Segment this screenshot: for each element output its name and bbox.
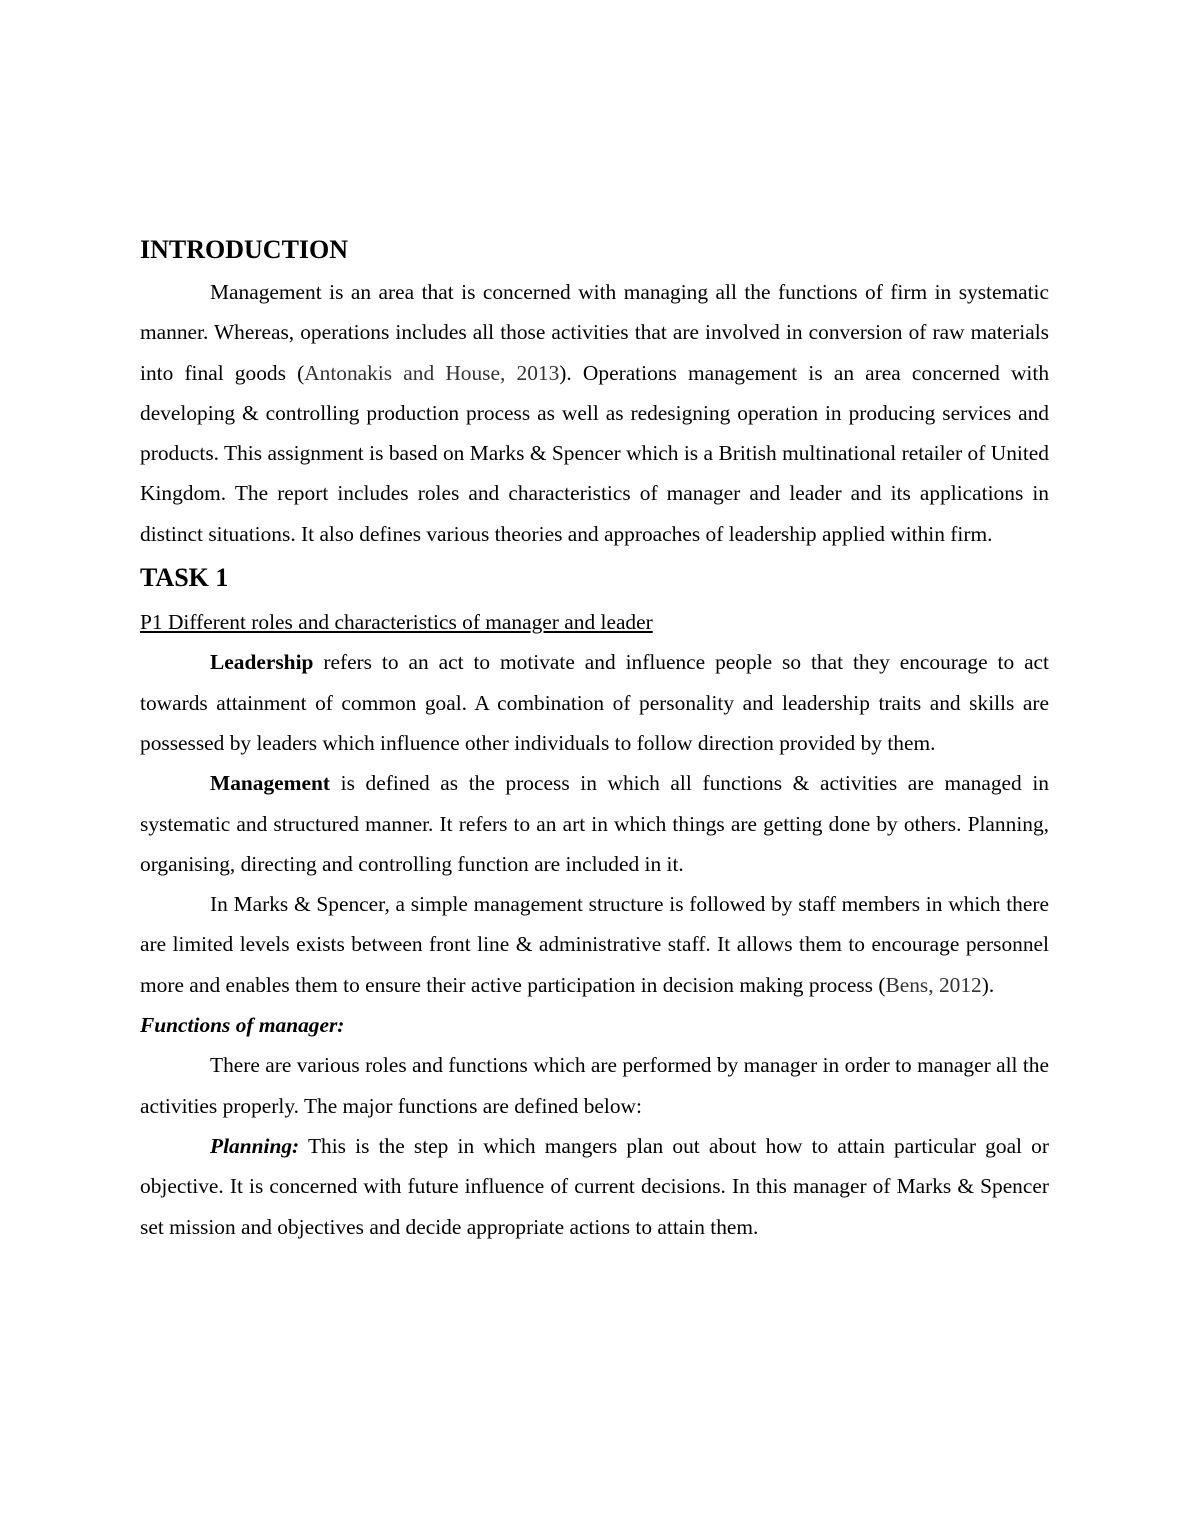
ms-structure-paragraph	[140, 884, 1049, 1005]
leadership-paragraph	[140, 642, 1049, 763]
intro-paragraph	[140, 272, 1049, 554]
document-page	[140, 232, 1049, 1247]
functions-heading: Functions of manager:	[140, 1013, 345, 1038]
planning-paragraph	[140, 1126, 1049, 1247]
planning-term: Planning:	[210, 1133, 300, 1158]
citation-bens: Bens, 2012	[885, 972, 982, 997]
ms-text-2: ).	[981, 972, 995, 997]
citation-antonakis: Antonakis and House, 2013	[304, 360, 560, 385]
intro-heading: INTRODUCTION	[140, 235, 349, 264]
leadership-term: Leadership	[210, 650, 314, 675]
p1-subheading: P1 Different roles and characteristics of manager and leader	[140, 610, 653, 635]
task1-heading: TASK 1	[140, 563, 229, 593]
intro-text-1: Management is an area that is concerned with managing all the functions of firm in systematic manner. Whereas, operations includes all those activities that are involved in conversion of raw materials into final goods (	[140, 280, 1049, 385]
management-paragraph	[140, 763, 1049, 884]
functions-paragraph: There are various roles and functions which are performed by manager in order to manager all the activities properly. The major functions are defined below:	[140, 1053, 1049, 1118]
leadership-text: refers to an act to motivate and influence people so that they encourage to act towards attainment of common goal. A combination of personality and leadership traits and skills are possessed by leaders which influence other individuals to follow direction provided by them.	[140, 650, 1049, 755]
management-term: Management	[210, 771, 330, 796]
management-text: is defined as the process in which all functions & activities are managed in systematic and structured manner. It refers to an art in which things are getting done by others. Planning, organising, directing and controlling function are included in it.	[140, 771, 1049, 876]
intro-text-2: ). Operations management is an area concerned with developing & controlling production process as well as redesigning operation in producing services and products. This assignment is based on Marks & Spencer which is a British multinational retailer of United Kingdom. The report includes roles and characteristics of manager and leader and its applications in distinct situations. It also defines various theories and approaches of leadership applied within firm.	[140, 360, 1050, 546]
ms-text-1: In Marks & Spencer, a simple management structure is followed by staff members in which there are limited levels exists between front line & administrative staff. It allows them to encourage personnel more and enables them to ensure their active participation in decision making process (	[140, 892, 1049, 997]
planning-text: This is the step in which mangers plan out about how to attain particular goal or objective. It is concerned with future influence of current decisions. In this manager of Marks & Spencer set mission and objectives and decide appropriate actions to attain them.	[140, 1133, 1049, 1239]
